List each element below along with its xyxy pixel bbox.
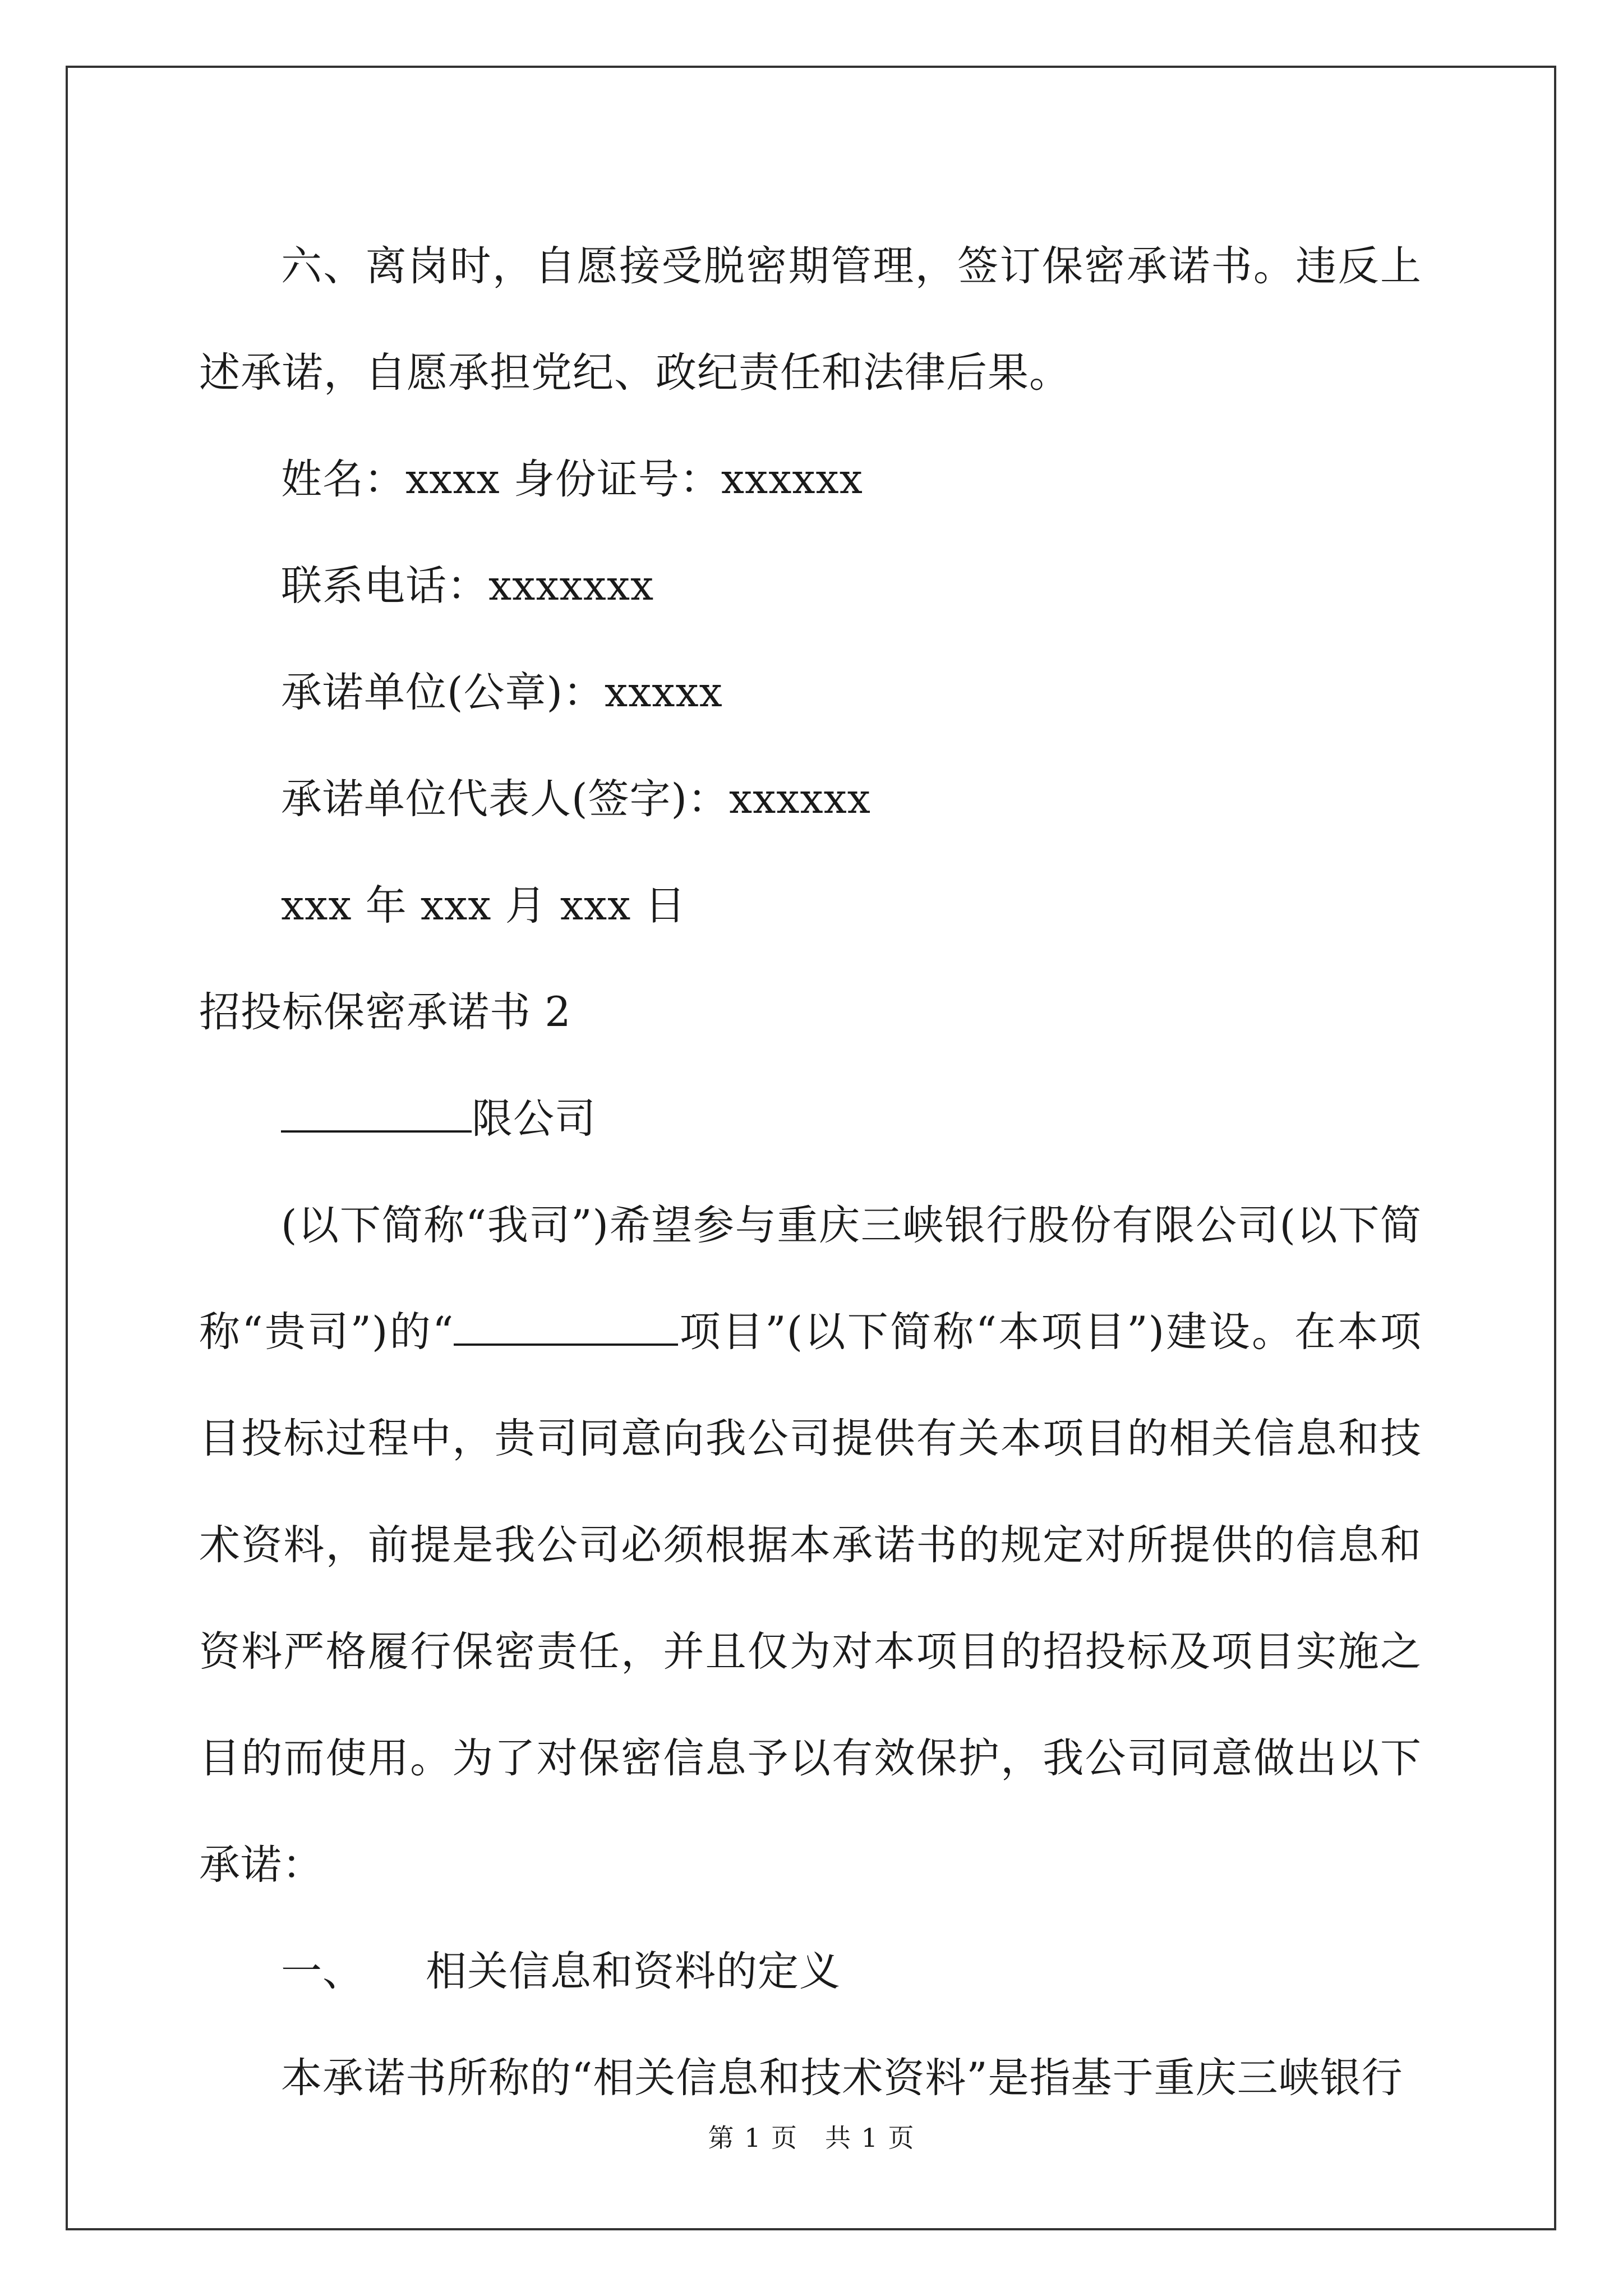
company-suffix: 限公司 bbox=[472, 1095, 596, 1143]
paragraph-signature: 承诺单位代表人(签字)：xxxxxx bbox=[281, 775, 871, 823]
paragraph-phone: 联系电话：xxxxxxx bbox=[281, 562, 654, 610]
paragraph-name-id: 姓名：xxxx 身份证号：xxxxxx bbox=[281, 455, 863, 503]
intro-text-part1: (以下简称“我司”)希望参与重庆三峡银行股份有限公司(以下简称“贵司”)的“ bbox=[199, 1202, 1422, 1356]
paragraph-resignation-clause: 六、离岗时，自愿接受脱密期管理，签订保密承诺书。违反上述承诺，自愿承担党纪、政纪责任和法律后果。 bbox=[199, 242, 1422, 397]
paragraph-company-line bbox=[199, 1066, 1422, 1172]
section-number: 一、 bbox=[281, 1948, 364, 1995]
paragraph-seal: 承诺单位(公章)：xxxxx bbox=[281, 669, 723, 716]
paragraph-definition: 本承诺书所称的“相关信息和技术资料”是指基于重庆三峡银行 bbox=[281, 2054, 1403, 2102]
paragraph-date: xxx 年 xxx 月 xxx 日 bbox=[281, 882, 686, 930]
document-title: 招投标保密承诺书 2 bbox=[199, 988, 571, 1036]
intro-text-part2: 项目”(以下简称“本项目”)建设。在本项目投标过程中，贵司同意向我公司提供有关本项目的相关信息和技术资料，前提是我公司必须根据本承诺书的规定对所提供的信息和资料严格履行保密责任，并且仅为对本项目的招投标及项目实施之目的而使用。为了对保密信息予以有效保护，我公司同意做出以下承诺： bbox=[199, 1308, 1422, 1889]
paragraph-intro bbox=[199, 1172, 1422, 1918]
page-footer: 第 1 页 共 1 页 bbox=[708, 2123, 915, 2153]
company-name-blank bbox=[281, 1090, 472, 1133]
section-title: 相关信息和资料的定义 bbox=[426, 1948, 841, 1995]
section-heading bbox=[199, 1918, 1422, 2025]
document-body bbox=[199, 213, 1422, 2132]
project-name-blank bbox=[454, 1303, 678, 1346]
